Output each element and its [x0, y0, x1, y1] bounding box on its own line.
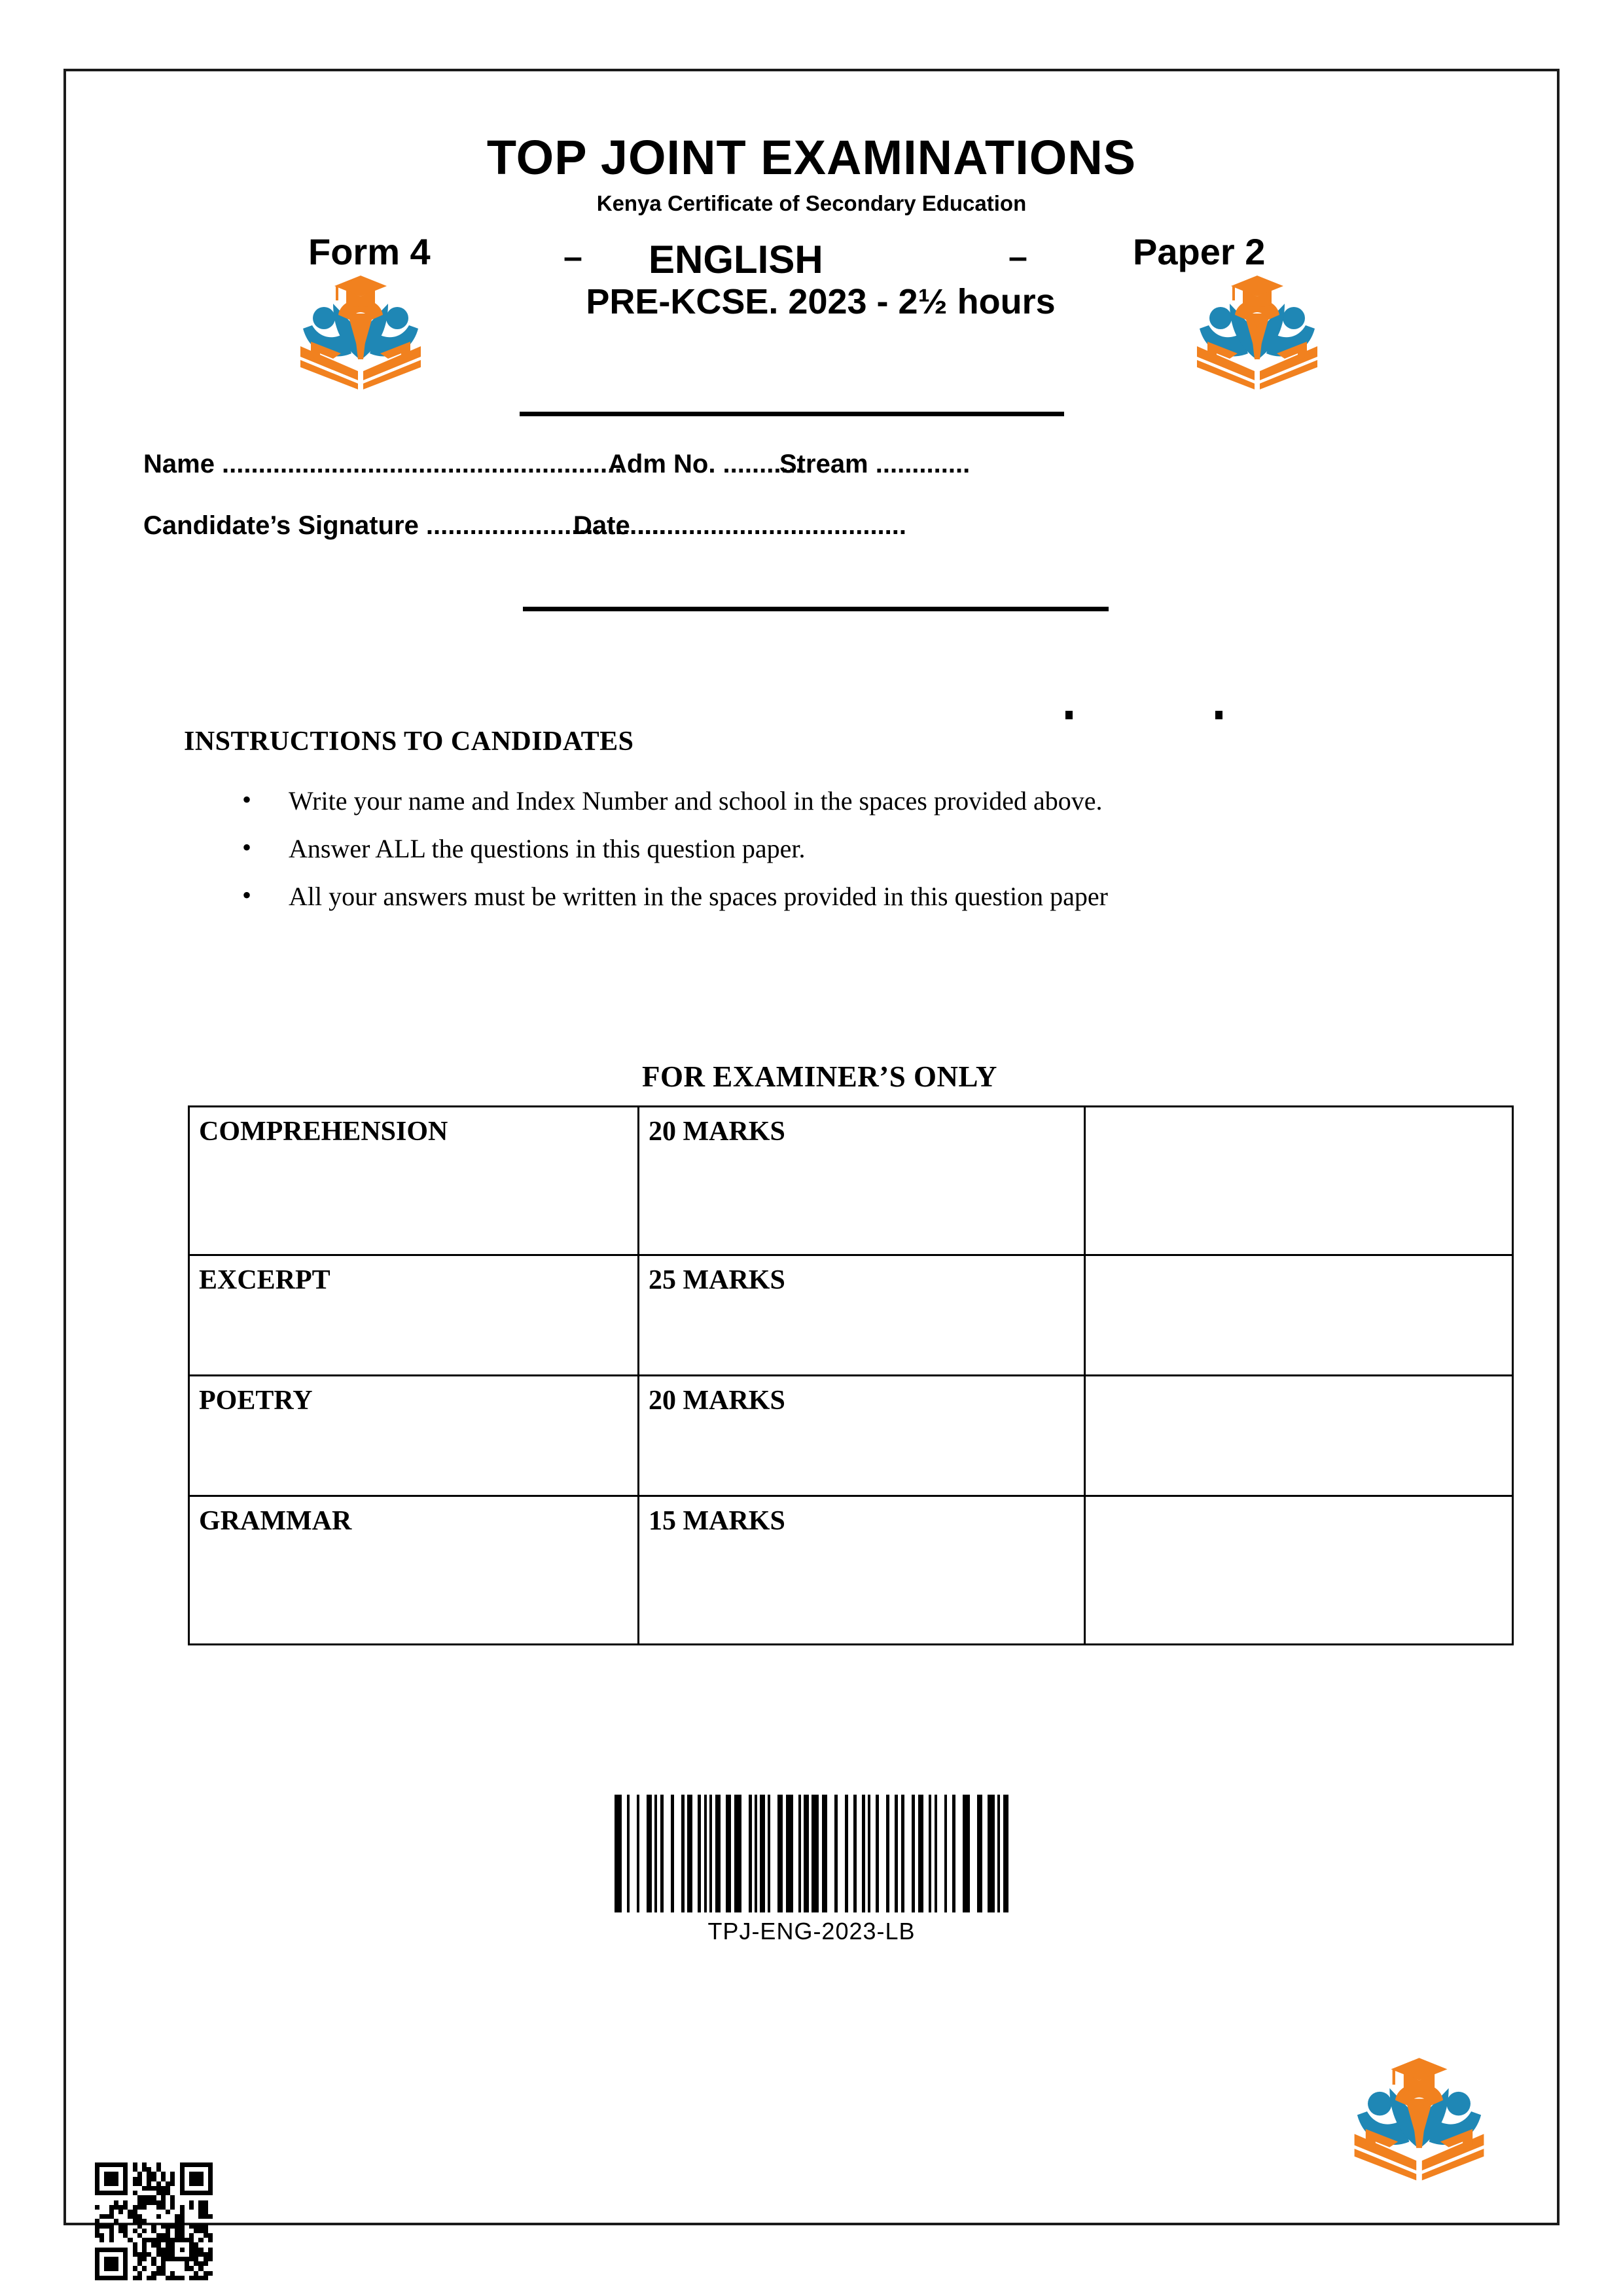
signature-field[interactable]: Candidate’s Signature .................................	[143, 511, 666, 540]
instructions-heading: INSTRUCTIONS TO CANDIDATES	[184, 726, 634, 757]
list-item	[233, 880, 1444, 911]
section-score-cell[interactable]	[1085, 1255, 1513, 1376]
code128-barcode-icon	[615, 1795, 1008, 1912]
section-score-cell[interactable]	[1085, 1107, 1513, 1255]
section-name-cell: GRAMMAR	[189, 1496, 639, 1645]
examiner-heading-text: FOR EXAMINER’S ONLY	[642, 1060, 997, 1093]
paper-label: Paper 2	[1133, 231, 1266, 272]
dash-separator-right: –	[1008, 238, 1027, 276]
date-field[interactable]: Date .....................................	[573, 511, 907, 540]
graduates-open-book-icon	[1192, 268, 1323, 392]
examiner-section-heading	[66, 1060, 1557, 1094]
section-name-cell: POETRY	[189, 1376, 639, 1496]
instructions-list	[233, 785, 1444, 931]
form-label: Form 4	[308, 231, 431, 272]
duration-text: PRE-KCSE. 2023 - 2½ hours	[586, 282, 1056, 321]
instruction-text: Write your name and Index Number and school in the spaces provided above.	[289, 786, 1103, 816]
adm-no-field[interactable]: Adm No. ...........	[608, 450, 803, 478]
stray-mark-left	[1065, 711, 1073, 719]
table-row	[189, 1255, 1513, 1376]
subject-label: ENGLISH	[649, 238, 823, 281]
header-divider-rule-top	[520, 412, 1064, 416]
candidate-row-signature	[66, 512, 1557, 558]
bullet-icon: •	[242, 785, 252, 814]
graduates-open-book-icon	[1349, 2049, 1489, 2183]
section-score-cell[interactable]	[1085, 1376, 1513, 1496]
examiner-marks-table	[188, 1105, 1514, 1645]
barcode-block	[66, 1786, 1557, 1945]
table-row	[189, 1107, 1513, 1255]
exam-identifier-row	[66, 228, 1557, 281]
page-subtitle: Kenya Certificate of Secondary Education	[596, 191, 1027, 215]
graduates-open-book-icon	[295, 268, 426, 392]
section-name-cell: COMPREHENSION	[189, 1107, 639, 1255]
section-marks-cell: 15 MARKS	[639, 1496, 1085, 1645]
section-name-cell: EXCERPT	[189, 1255, 639, 1376]
section-marks-cell: 25 MARKS	[639, 1255, 1085, 1376]
instruction-text: Answer ALL the questions in this question paper.	[289, 834, 806, 863]
table-row	[189, 1376, 1513, 1496]
bullet-icon: •	[242, 833, 252, 862]
bullet-icon: •	[242, 880, 252, 910]
dash-separator-left: –	[563, 238, 582, 276]
header-divider-rule-bottom	[523, 607, 1109, 611]
qr-code-icon	[95, 2162, 213, 2280]
stray-mark-right	[1215, 711, 1222, 719]
name-field[interactable]: Name .......................................................	[143, 450, 622, 478]
section-marks-cell: 20 MARKS	[639, 1376, 1085, 1496]
list-item	[233, 785, 1444, 816]
stream-field[interactable]: Stream .............	[779, 450, 971, 478]
qr-code-grid	[95, 2162, 213, 2280]
exam-duration-line	[66, 284, 1557, 319]
section-marks-cell: 20 MARKS	[639, 1107, 1085, 1255]
candidate-details-block	[66, 451, 1557, 558]
table-row	[189, 1496, 1513, 1645]
school-logo-icon	[295, 268, 426, 389]
school-logo-footer-icon	[1349, 2049, 1489, 2187]
instruction-text: All your answers must be written in the spaces provided in this question paper	[289, 882, 1108, 911]
section-score-cell[interactable]	[1085, 1496, 1513, 1645]
list-item	[233, 833, 1444, 863]
exam-paper-page	[63, 69, 1560, 2225]
barcode-label: TPJ-ENG-2023-LB	[707, 1918, 916, 1945]
page-header	[66, 71, 1557, 321]
candidate-row-name	[66, 451, 1557, 497]
page-title: TOP JOINT EXAMINATIONS	[486, 130, 1137, 185]
school-logo-icon-right	[1192, 268, 1323, 389]
